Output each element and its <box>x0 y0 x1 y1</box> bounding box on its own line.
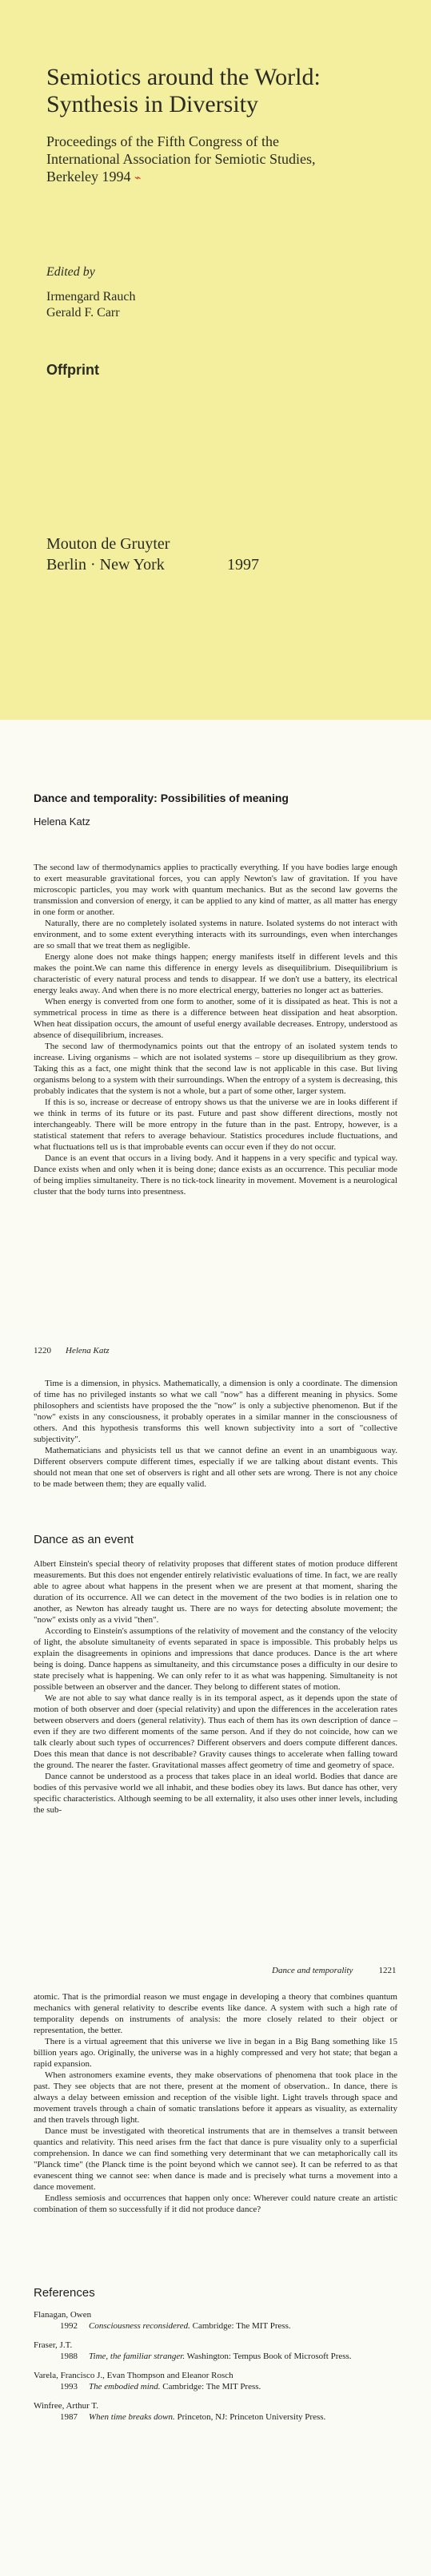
body-text <box>34 1991 397 2215</box>
editors <box>46 289 136 321</box>
book-subtitle: Proceedings of the Fifth Congress of the International Association for Semiotic Studies, Berkeley 1994 ⌁ <box>46 133 316 185</box>
paragraph: Time is a dimension, in physics. Mathematically, a dimension is only a coordinate. The dimension of time has no privileged instants so what we call "now" has a different meaning in physics. Some philosophers and scientists have proposed the the "now" is only a subjective phenomenon. But if the "now" exists in any consciousness, it probably operates in a similar manner in the consciousness of others. And this hypothesis transforms this well known subjectivity into a sort of "collective subjectivity". <box>34 1379 397 1444</box>
reference-publisher: Princeton, NJ: Princeton University Press. <box>174 2412 326 2422</box>
cover-page <box>0 0 431 720</box>
reference-title: Consciousness reconsidered. <box>89 2321 190 2331</box>
paragraph: We are not able to say what dance really is in its temporal aspect, as it depends upon the state of motion of both observer and doer (special relativity) and upon the differences in the acceleration rates between observers and doers (general relativity). Thus each of them has its own description of dance – even if they are two different moments of the same person. And if they do not coincide, how can we talk clearly about such types of occurrences? Different observers and doers compute different dances. Does this mean that dance is not describable? Gravity causes things to accelerate when falling toward the ground. The nearer the faster. Gravitational masses affect geometry of time and geometry of space. <box>34 1693 397 1770</box>
body-text <box>34 862 397 1197</box>
reference-year: 1987 <box>60 2412 78 2422</box>
publisher: Mouton de Gruyter <box>46 535 170 553</box>
article-title: Dance and temporality: Possibilities of meaning <box>34 792 289 804</box>
paragraph: Albert Einstein's special theory of relativity proposes that different states of motion produce different measurements. But this does not engender entirely relativistic evaluations of time. In fact, we are really able to agree about what happens in the present when we are present at that moment, sharing the duration of its occurrence. All we can detect in the movement of the two bodies is in relation one to another, as Newton has already taught us. There are no ways for detecting absolute movement; the "now" exists only as a vivid "then". <box>34 1559 397 1625</box>
edited-by-label: Edited by <box>46 265 95 279</box>
reference-publisher: Washington: Tempus Book of Microsoft Press. <box>185 2352 352 2361</box>
paragraph: atomic. That is the primordial reason we must engage in developing a theory that combines quantum mechanics with general relativity to describe events like dance. A system with such a high rate of temporality depends on instruments of analysis: the more closely related to their object or representation, the better. <box>34 1992 397 2035</box>
article-author: Helena Katz <box>34 816 90 828</box>
paragraph: According to Einstein's assumptions of the relativity of movement and the constancy of the velocity of light, the absolute simultaneity of events separated in space is impossible. This probably helps us explain the disagreements in opinions and impressions that dance produces. Dance is the art where being is doing. Dance happens as simultaneity, and this circumstance poses a difficulty in our desire to state precisely what is happening. We can only refer to it as what was happening. Simultaneity is not possible between an observer and the dancer. They belong to different states of motion. <box>34 1626 397 1692</box>
reference-author: Varela, Francisco J., Evan Thompson and Eleanor Rosch <box>34 2371 233 2380</box>
article-page-1 <box>0 720 431 1332</box>
page-number: 1221 <box>378 1966 397 1975</box>
reference-title: Time, the familiar stranger. <box>89 2352 186 2361</box>
running-head: Helena Katz <box>66 1346 110 1355</box>
editor-name: Irmengard Rauch <box>46 290 136 304</box>
paragraph: If this is so, increase or decrease of entropy shows us that the universe we are in looks different if we think in terms of its future or its past. Future and past show different directions, mostly not interchangeably. There will be more entropy in the future than in the past. Entropy, however, is a statistical statement that refers to average behaviour. Statistics procedures include fluctuations, and what fluctuations tell us is that improbable events can occur even if they do not occur. <box>34 1097 397 1152</box>
reference-year: 1992 <box>60 2321 78 2331</box>
body-text <box>34 1558 397 1816</box>
paragraph: When astronomers examine events, they make observations of phenomena that took place in the past. They see objects that are not there, present at the moment of observation.. In dance, there is always a delay between emission and reception of the visible light. Light travels through space and movement travels through a chain of somatic translations before it appears as visuality, as externality and then travels through light. <box>34 2070 397 2125</box>
reference-author: Winfree, Arthur T. <box>34 2401 99 2411</box>
reference-title: When time breaks down. <box>89 2412 175 2422</box>
reference-year: 1993 <box>60 2382 78 2391</box>
running-head: Dance and temporality <box>272 1966 353 1975</box>
paragraph: The second law of thermodynamics applies to practically everything. If you have bodies large enough to exert measurable gravitational forces, you can apply Newton's law of gravitation. If you have microscopic particles, you may work with quantum mechanics. But as the second law governs the transmission and conversion of energy, it can be applied to any kind of matter, as all matter has energy in one form or another. <box>34 863 397 917</box>
paragraph: Energy alone does not make things happen; energy manifests itself in different levels and this makes the point.We can name this difference in energy levels as disequilibrium. Disequilibrium is characteristic of every natural process and tends to disappear. If we don't use a battery, its electrical energy leaks away. And when there is no more electrical energy, batteries no longer act as batteries. <box>34 952 397 995</box>
page-header <box>34 1343 110 1357</box>
body-text <box>34 1378 397 1490</box>
reference-publisher: Cambridge: The MIT Press. <box>190 2321 291 2331</box>
paragraph: There is a virtual agreement that this universe we live in began in a Big Bang something like 15 billion years ago. Originally, the universe was in a highly compressed and very hot state; that began a rapid expansion. <box>34 2037 397 2069</box>
paragraph: The second law of thermodynamics points out that the entropy of an isolated system tends to increase. Living organisms – which are not isolated systems – store up disequilibrium as they grow. Taking this as a fact, one might think that the second law is not applicable in this case. But living organisms belong to a system with their surroundings. When the entropy of a system is decreasing, this probably indicates that the system is not a whole, but a part of some other, larger system. <box>34 1042 397 1096</box>
offprint-label: Offprint <box>46 362 99 378</box>
pen-mark-icon: ⌁ <box>134 173 142 185</box>
reference-item <box>34 2309 397 2332</box>
section-title: Dance as an event <box>34 1533 134 1546</box>
page-number: 1220 <box>34 1346 51 1355</box>
paragraph: When energy is converted from one form to another, some of it is dissipated as heat. This is not a symmetrical process in time as there is a difference between heat dissipation and heat absorption. When heat dissipation occurs, the amount of useful energy available decreases. Entropy, understood as absence of disequilibrium, increases. <box>34 997 397 1040</box>
paragraph: Endless semiosis and occurrences that happen only once: Wherever could nature create an artistic combination of them so successfully if it did not produce dance? <box>34 2193 397 2214</box>
paragraph: Dance is an event that occurs in a living body. And it happens in a very specific and typical way. Dance exists when and only when it is being done; dance exists as an occurrence. This peculiar mode of being implies simultaneity. There is no tick-tock linearity in movement. Movement is a neurological cluster that the body turns into presentness. <box>34 1153 397 1197</box>
reference-year: 1988 <box>60 2352 78 2361</box>
references-list <box>34 2309 397 2431</box>
reference-author: Fraser, J.T. <box>34 2340 73 2350</box>
paragraph: Dance cannot be understood as a process that takes place in an ideal world. Bodies that dance are bodies of this pervasive world we all inhabit, and these bodies obey its laws. But dance has other, very specific characteristics. Although seeming to be all externality, it also uses other inner levels, including the sub- <box>34 1772 397 1815</box>
paragraph: Naturally, there are no completely isolated systems in nature. Isolated systems do not interact with environment, and to some extent everything interacts with its surroundings, even when interchanges are so small that we treat them as negligible. <box>34 919 397 951</box>
reference-item <box>34 2370 397 2392</box>
article-page-2 <box>0 1332 431 1955</box>
references-title: References <box>34 2286 95 2300</box>
article-page-3 <box>0 1955 431 2576</box>
reference-item <box>34 2340 397 2362</box>
book-title: Semiotics around the World: Synthesis in Diversity <box>46 64 321 117</box>
paragraph: Dance must be investigated with theoretical instruments that are in themselves a transit between quantics and relativity. This need arises frm the fact that dance is pure visuality only to a superficial comprehension. In dance we can find something very determinant that we can metaphorically call its "Planck time" (the Planck time is the point beyond which we cannot see). It can be referred to as that evanescent thing we cannot see: when dance is made and is precisely what turns a movement into a dance movement. <box>34 2126 397 2192</box>
reference-author: Flanagan, Owen <box>34 2310 92 2320</box>
reference-publisher: Cambridge: The MIT Press. <box>160 2382 261 2391</box>
reference-title: The embodied mind. <box>89 2382 161 2391</box>
paragraph: Mathematicians and physicists tell us that we cannot define an event in an unambiguous way. Different observers compute different times, especially if we are talking about distant events. This should not mean that one set of observers is right and all other sets are wrong. There is not any choice to be made between them; they are equally valid. <box>34 1446 397 1489</box>
page-header <box>272 1963 396 1977</box>
editor-name: Gerald F. Carr <box>46 306 120 320</box>
publication-year: 1997 <box>227 556 259 574</box>
reference-item <box>34 2400 397 2423</box>
publisher-cities: Berlin · New York <box>46 556 165 574</box>
